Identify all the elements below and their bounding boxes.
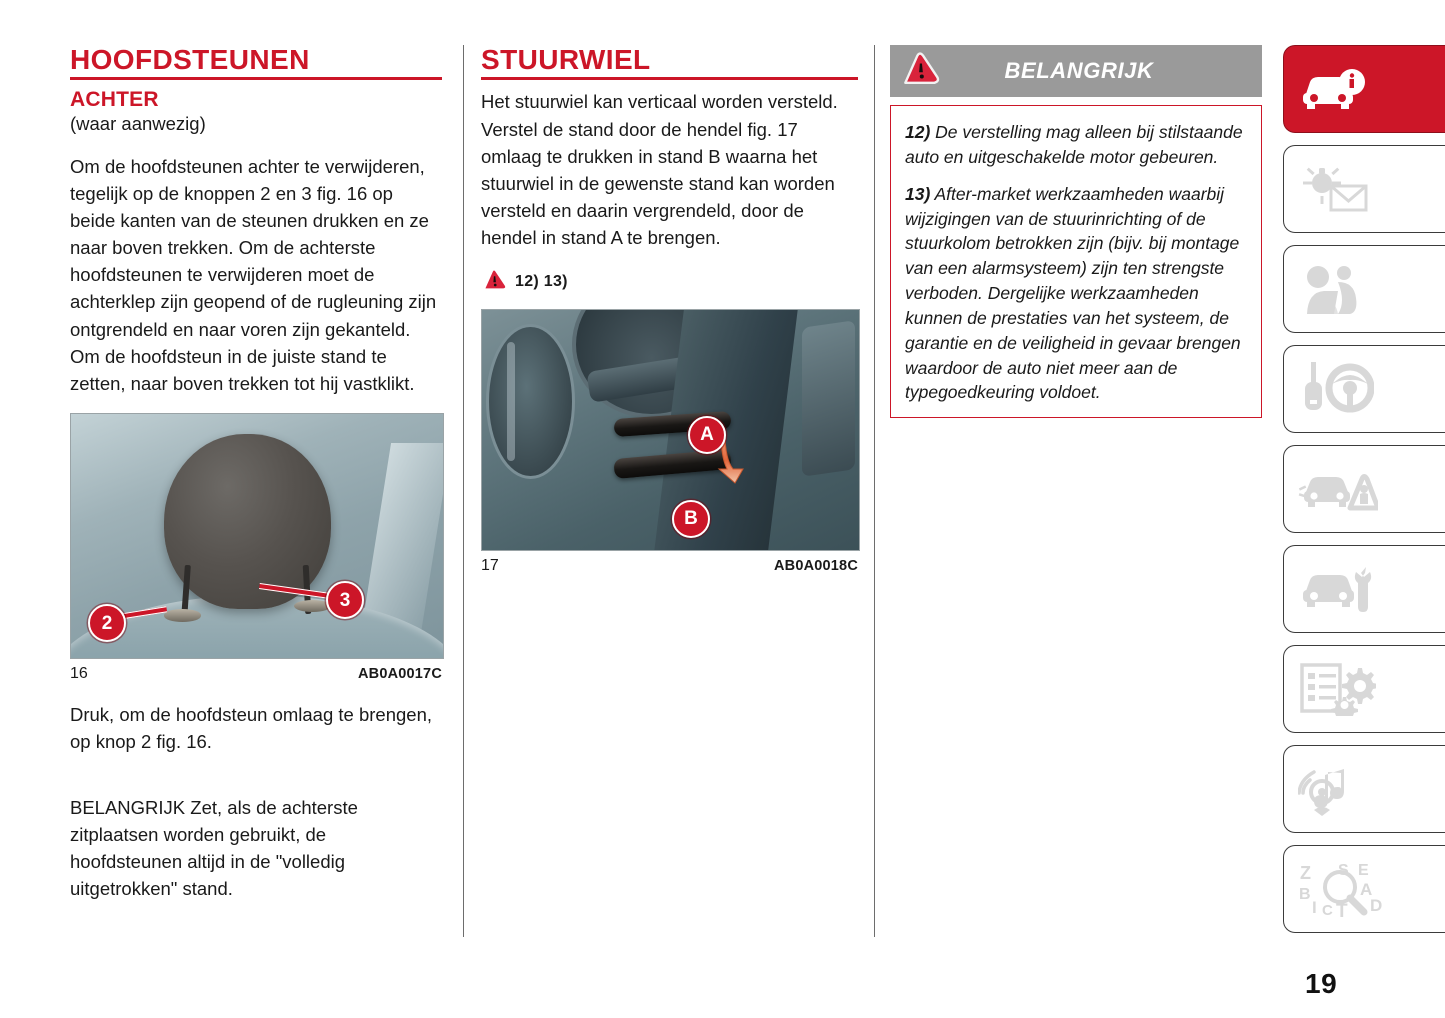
sidebar-tab-technical-data[interactable] <box>1283 645 1445 733</box>
sidebar-tab-multimedia[interactable] <box>1283 745 1445 833</box>
sidebar-tab-maintenance[interactable] <box>1283 545 1445 633</box>
figure-16-code: AB0A0017C <box>357 666 442 683</box>
alphabetical-index-icon <box>1298 861 1398 917</box>
important-note-13-text: After-market werkzaamheden waarbij wijzigingen van de stuurinrichting of de stuurkolom betrokken zijn (bijv. bij montage van een alarmsysteem) zijn ten strengste verboden. Dergelijke werkzaamheden kunnen de prestaties van het systeem, de garantie en de veiligheid in gevaar brengen waardoor de auto niet meer aan de typegoedkeuring voldoet. <box>905 183 1241 403</box>
important-note-13-ref: 13) <box>905 183 931 204</box>
figure-17-code: AB0A0018C <box>773 557 858 574</box>
media-audio-icon <box>1298 762 1374 816</box>
figure-16-image <box>70 413 444 659</box>
callout-B: B <box>672 500 710 538</box>
column-divider-1 <box>463 45 464 937</box>
key-steering-icon <box>1298 362 1374 416</box>
svg-text:C: C <box>1322 902 1333 917</box>
photo-air-vent <box>486 324 575 479</box>
important-note-12 <box>905 120 1247 170</box>
svg-text:D: D <box>1370 896 1383 915</box>
figure-16 <box>70 413 442 683</box>
steering-wheel-title: STUURWIEL <box>481 44 651 75</box>
important-box-title: BELANGRIJK <box>1004 58 1154 83</box>
column-important-notes <box>890 45 1262 418</box>
important-box-body <box>890 105 1262 418</box>
sidebar-tab-emergency[interactable] <box>1283 445 1445 533</box>
important-warning-triangle-icon <box>900 51 940 92</box>
headrest-lower-paragraph: Druk, om de hoofdsteun omlaag te brengen, op knop 2 fig. 16. <box>70 704 433 753</box>
figure-17-number: 17 <box>481 556 499 574</box>
steering-column-photo <box>482 310 859 550</box>
sidebar-tab-car-info[interactable] <box>1283 45 1445 133</box>
figure-17-caption <box>481 557 858 575</box>
important-note-12-ref: 12) <box>905 122 931 142</box>
sidebar-tab-dashboard[interactable] <box>1283 145 1445 233</box>
warning-reference-numbers: 12) 13) <box>515 273 568 291</box>
section-availability-note: (waar aanwezig) <box>70 113 206 135</box>
figure-16-caption <box>70 665 442 683</box>
important-note-12-text: De verstelling mag alleen bij stilstaande auto en uitgeschakelde motor gebeuren. <box>905 122 1243 167</box>
figure-16-number: 16 <box>70 665 88 683</box>
photo-pedal <box>802 320 855 476</box>
svg-text:E: E <box>1358 862 1369 879</box>
steering-title-underline <box>481 77 858 80</box>
callout-2: 2 <box>88 604 126 642</box>
column-headrests <box>70 45 442 918</box>
headrest-photo <box>71 414 443 658</box>
sidebar-tab-safety[interactable] <box>1283 245 1445 333</box>
steering-paragraph-1: Het stuurwiel kan verticaal worden versteld. <box>481 91 838 113</box>
sidebar-tab-starting-driving[interactable] <box>1283 345 1445 433</box>
dashboard-mail-icon <box>1298 163 1370 215</box>
svg-text:S: S <box>1338 862 1349 879</box>
callout-A: A <box>688 416 726 454</box>
figure-17 <box>481 309 858 575</box>
warning-car-icon <box>1298 462 1378 516</box>
page-title: HOOFDSTEUNEN <box>70 44 310 75</box>
warning-reference-group <box>481 268 858 297</box>
important-box-header <box>890 45 1262 97</box>
headrest-removal-paragraph: Om de hoofdsteunen achter te verwijderen, tegelijk op de knoppen 2 en 3 fig. 16 op beide kanten van de steunen drukken en ze naar boven trekken. Om de achterste hoofdsteunen te verwijderen moet de achterklep zijn geopend of de rugleuning zijn ontgrendeld en naar voren zijn gekanteld. Om de hoofdsteun in de juiste stand te zetten, naar boven trekken tot hij vastklikt. <box>70 155 437 395</box>
important-note-13 <box>905 182 1247 406</box>
svg-text:A: A <box>1360 880 1373 899</box>
photo-bushing-2 <box>164 609 201 621</box>
column-divider-2 <box>874 45 875 937</box>
photo-pillar <box>361 443 444 633</box>
sidebar-tab-index[interactable] <box>1283 845 1445 933</box>
car-info-icon <box>1298 64 1370 114</box>
section-subheading: ACHTER <box>70 88 159 112</box>
seatbelt-safety-icon <box>1298 262 1370 316</box>
specs-gears-icon <box>1298 662 1376 716</box>
chapter-tab-sidebar <box>1283 45 1445 945</box>
steering-paragraph-2: Verstel de stand door de hendel fig. 17 omlaag te drukken in stand B waarna het stuurwiel in de gewenste stand kan worden versteld en daarin vergrendeld, door de hendel in stand A te brengen. <box>481 118 835 249</box>
callout-3: 3 <box>326 581 364 619</box>
figure-17-image <box>481 309 860 551</box>
title-underline <box>70 77 442 80</box>
warning-triangle-icon <box>481 268 507 297</box>
page-number: 19 <box>1305 968 1338 999</box>
svg-text:T: T <box>1336 901 1348 917</box>
svg-text:I: I <box>1312 898 1317 917</box>
headrest-important-paragraph: BELANGRIJK Zet, als de achterste zitplaatsen worden gebruikt, de hoofdsteunen altijd in de "volledig uitgetrokken" stand. <box>70 796 358 900</box>
svg-text:B: B <box>1299 886 1311 903</box>
column-steering-wheel <box>481 45 858 575</box>
car-wrench-icon <box>1298 563 1378 615</box>
svg-text:Z: Z <box>1300 863 1311 883</box>
